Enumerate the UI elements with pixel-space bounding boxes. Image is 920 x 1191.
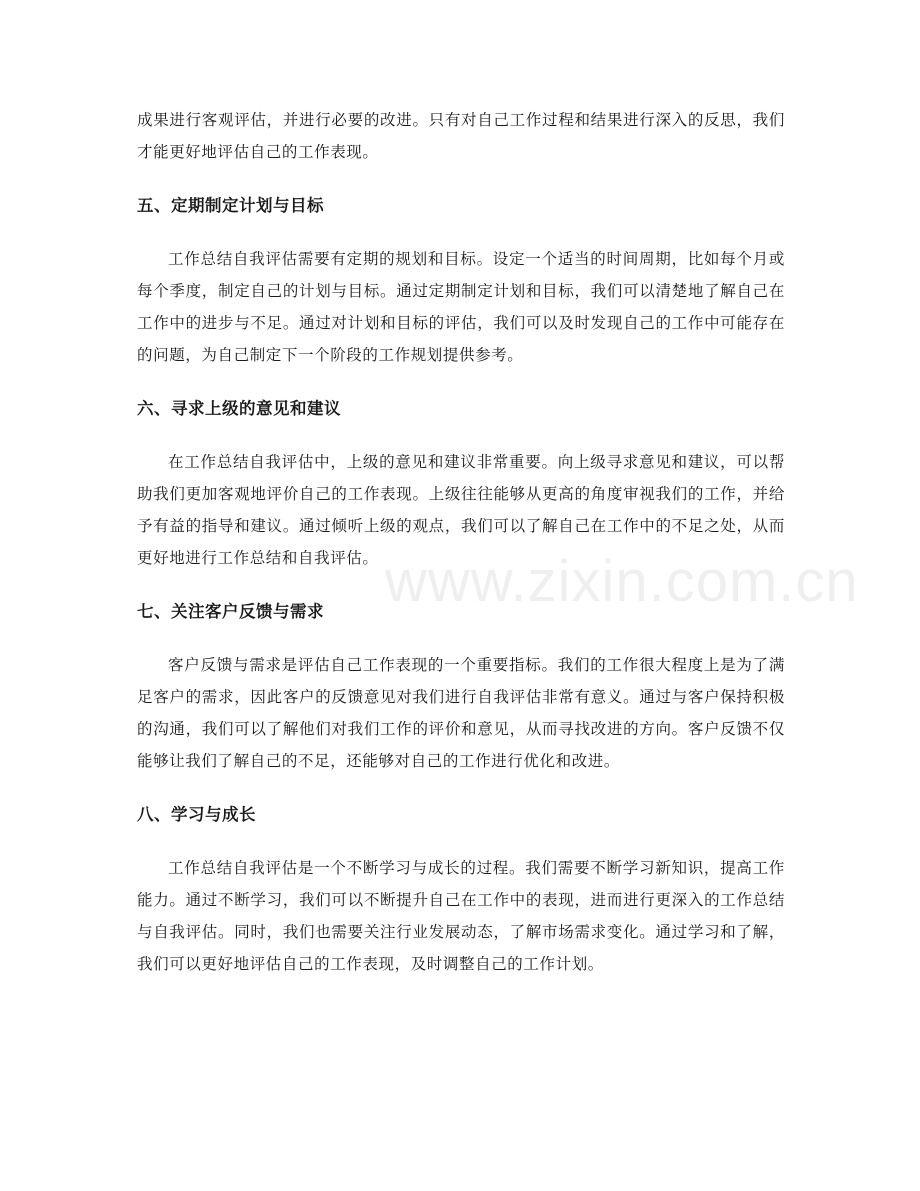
section-5-heading: 五、定期制定计划与目标 <box>137 196 324 215</box>
document-body <box>137 104 785 980</box>
section-6-body: 在工作总结自我评估中，上级的意见和建议非常重要。向上级寻求意见和建议，可以帮助我们更加客观地评价自己的工作表现。上级往往能够从更高的角度审视我们的工作，并给予有益的指导和建议。通过倾听上级的观点，我们可以了解自己在工作中的不足之处，从而更好地进行工作总结和自我评估。 <box>137 453 785 567</box>
section-6-heading: 六、寻求上级的意见和建议 <box>137 399 341 418</box>
section-8-heading: 八、学习与成长 <box>137 805 256 824</box>
watermark-text: www.zixin.com.cn <box>385 549 859 614</box>
section-7-body: 客户反馈与需求是评估自己工作表现的一个重要指标。我们的工作很大程度上是为了满足客户的需求，因此客户的反馈意见对我们进行自我评估非常有意义。通过与客户保持积极的沟通，我们可以了解他们对我们工作的评价和意见，从而寻找改进的方向。客户反馈不仅能够让我们了解自己的不足，还能够对自己的工作进行优化和改进。 <box>137 656 785 770</box>
intro-paragraph: 成果进行客观评估，并进行必要的改进。只有对自己工作过程和结果进行深入的反思，我们才能更好地评估自己的工作表现。 <box>137 111 785 161</box>
section-7-heading: 七、关注客户反馈与需求 <box>137 602 324 621</box>
section-8-body: 工作总结自我评估是一个不断学习与成长的过程。我们需要不断学习新知识，提高工作能力。通过不断学习，我们可以不断提升自己在工作中的表现，进而进行更深入的工作总结与自我评估。同时，我们也需要关注行业发展动态，了解市场需求变化。通过学习和了解，我们可以更好地评估自己的工作表现，及时调整自己的工作计划。 <box>137 859 785 973</box>
section-5-body: 工作总结自我评估需要有定期的规划和目标。设定一个适当的时间周期，比如每个月或每个季度，制定自己的计划与目标。通过定期制定计划和目标，我们可以清楚地了解自己在工作中的进步与不足。通过对计划和目标的评估，我们可以及时发现自己的工作中可能存在的问题，为自己制定下一个阶段的工作规划提供参考。 <box>137 250 785 364</box>
